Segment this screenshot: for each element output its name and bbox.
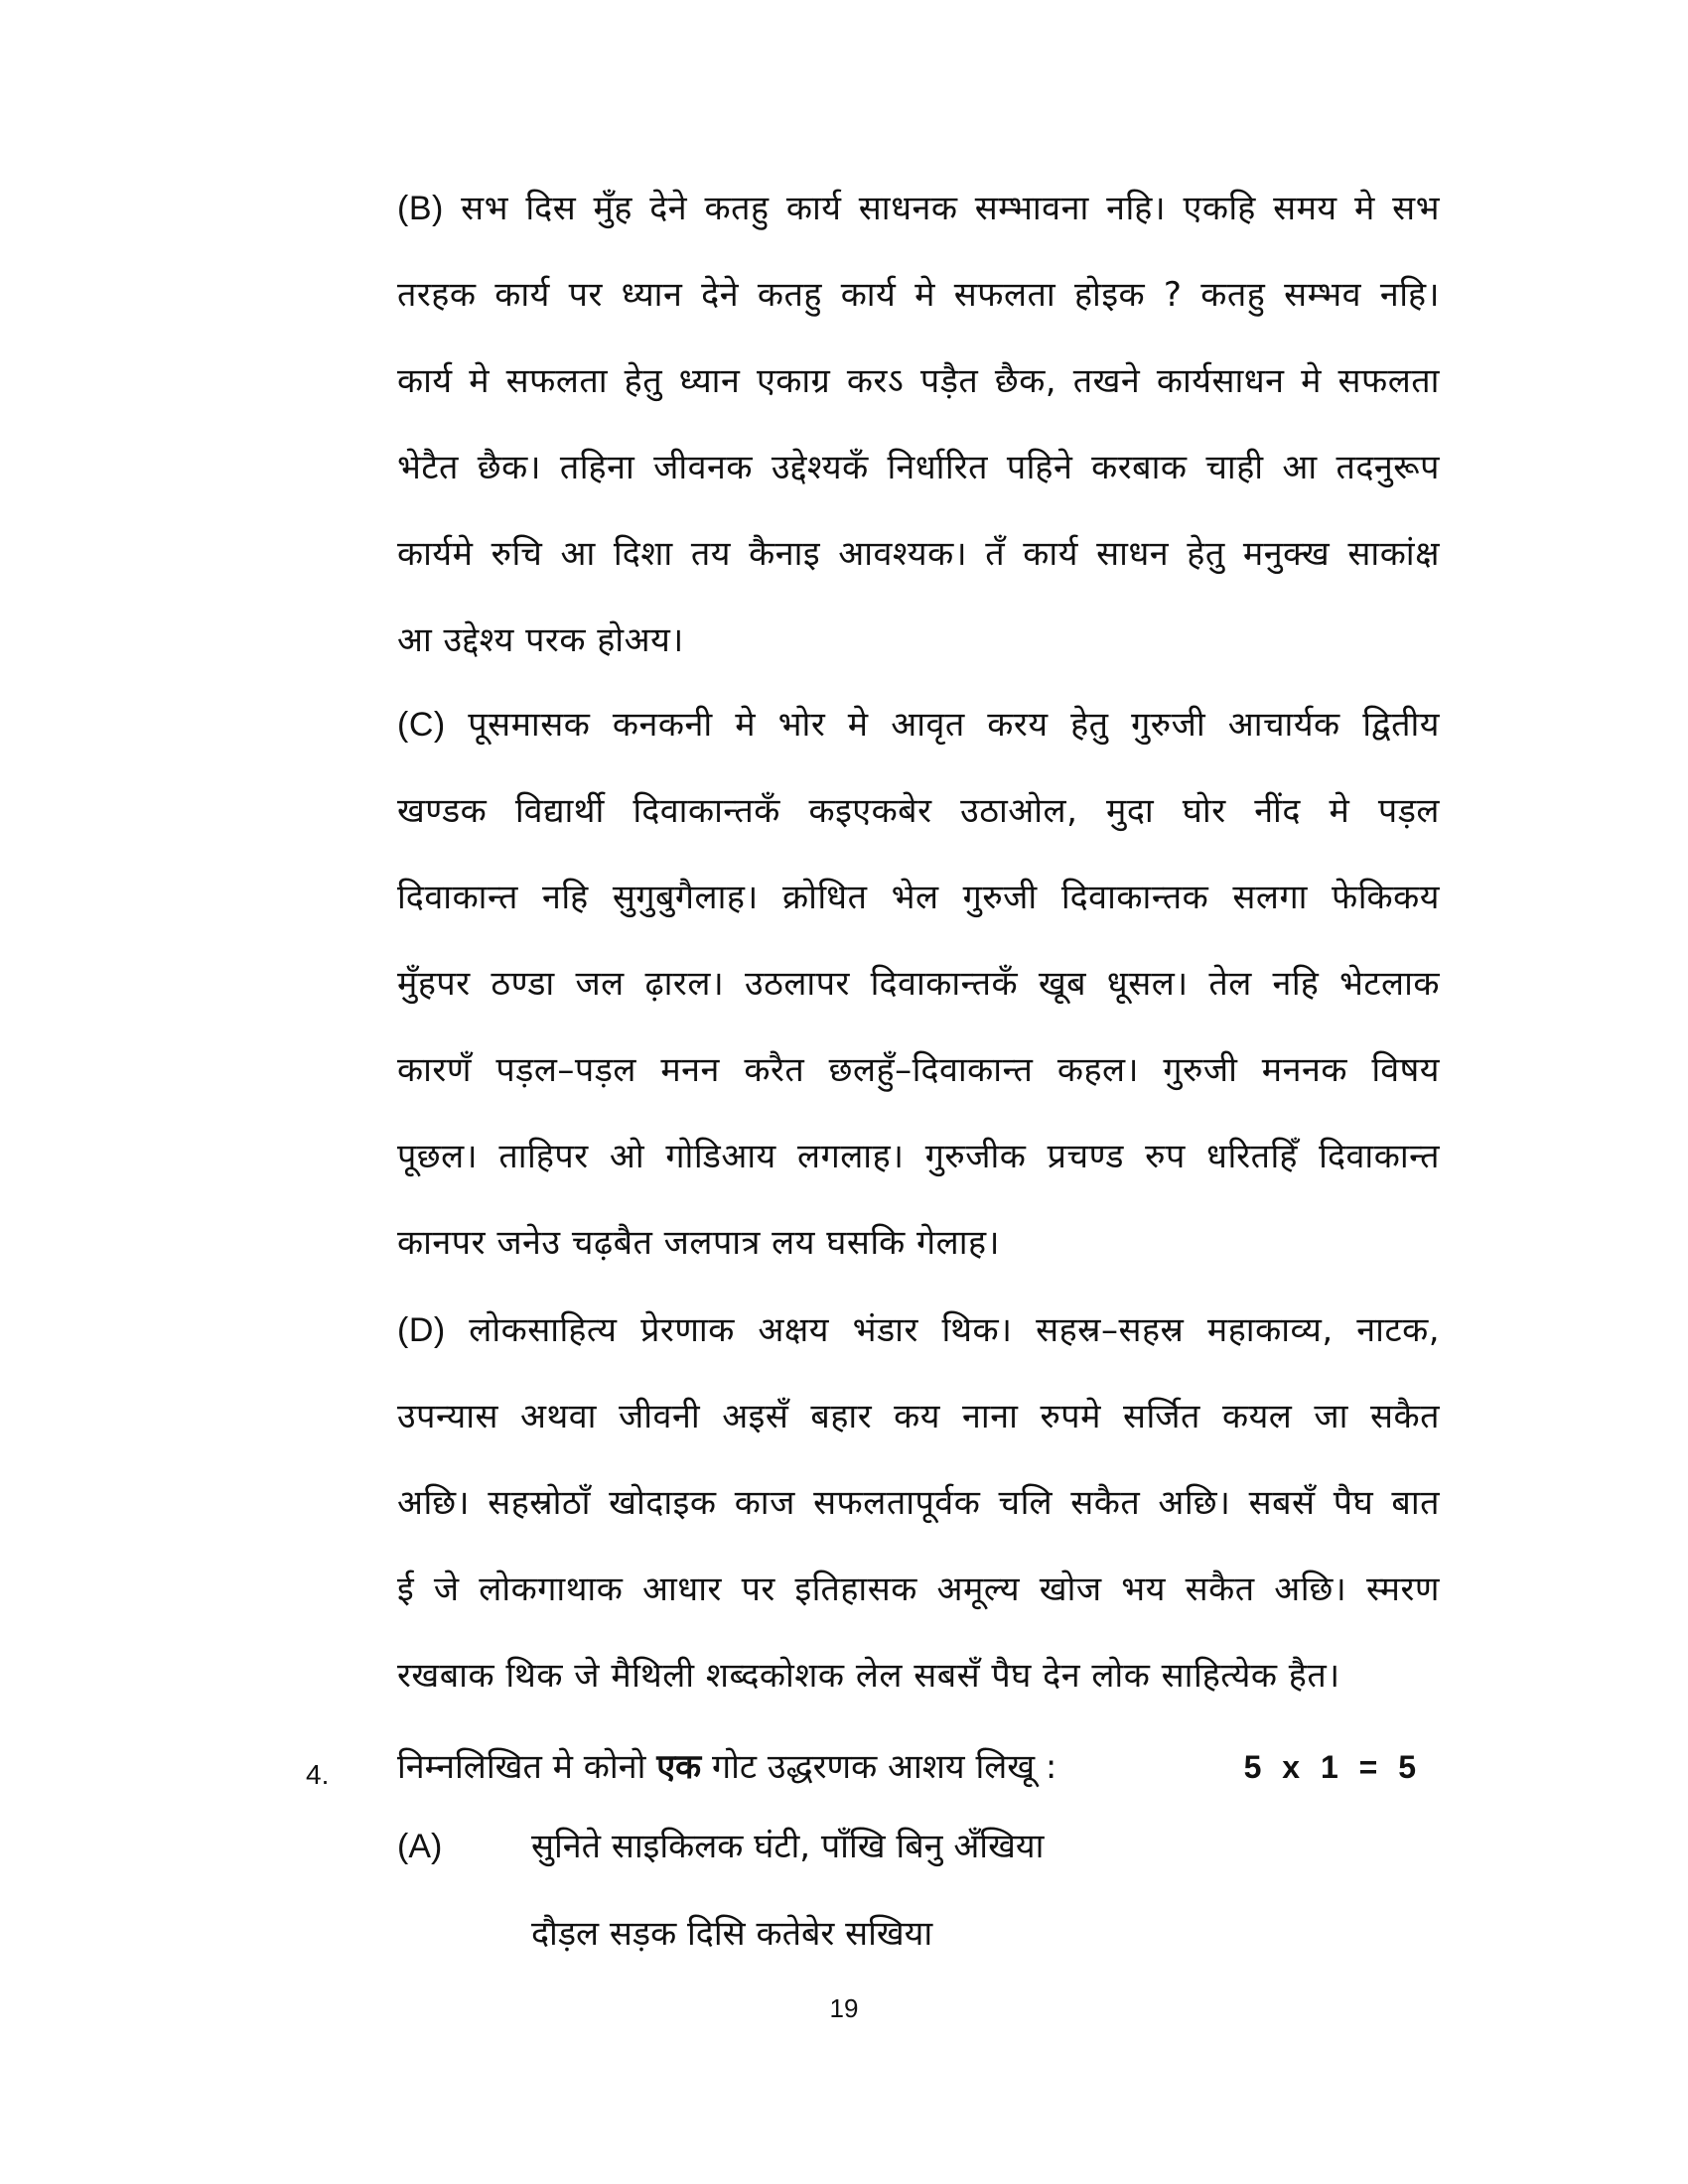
text: सभ दिस मुँह देने कतहु कार्य साधनक सम्भावना नहि। एकहि समय मे सभ xyxy=(461,189,1440,228)
poem-line: दौड़ल सड़क दिसि कतेबेर सखिया xyxy=(531,1914,933,1954)
section-label-b: (B) xyxy=(397,190,444,227)
passage-line: भेटैत छैक। तहिना जीवनक उद्देश्यकँ निर्धारित पहिने करबाक चाही आ तदनुरूप xyxy=(397,448,1440,487)
passage-line: रखबाक थिक जे मैथिली शब्दकोशक लेल सबसँ पैघ देन लोक साहित्येक हैत। xyxy=(397,1656,1340,1696)
passage-line: कानपर जनेउ चढ़बैत जलपात्र लय घसकि गेलाह। xyxy=(397,1223,1000,1263)
passage-line: मुँहपर ठण्डा जल ढ़ारल। उठलापर दिवाकान्तकँ खूब धूसल। तेल नहि भेटलाक xyxy=(397,964,1440,1004)
passage-line: कार्यमे रुचि आ दिशा तय कैनाइ आवश्यक। तँ कार्य साधन हेतु मनुक्ख साकांक्ष xyxy=(397,534,1440,574)
option-label-a: (A) xyxy=(397,1828,443,1865)
passage-c xyxy=(397,695,1440,1299)
passage-line: पूछल। ताहिपर ओ गोडिआय लगलाह। गुरुजीक प्रचण्ड रुप धरितहिँ दिवाकान्त xyxy=(397,1137,1440,1176)
page-number: 19 xyxy=(829,1993,859,2023)
passage-line: तरहक कार्य पर ध्यान देने कतहु कार्य मे सफलता होइक ? कतहु सम्भव नहि। xyxy=(397,275,1440,315)
section-label-c: (C) xyxy=(397,706,446,744)
section-label-d: (D) xyxy=(397,1311,446,1349)
passage-line: कारणँ पड़ल–पड़ल मनन करैत छलहुँ–दिवाकान्त कहल। गुरुजी मननक विषय xyxy=(397,1050,1440,1090)
passage-line: ई जे लोकगाथाक आधार पर इतिहासक अमूल्य खोज भय सकैत अछि। स्मरण xyxy=(397,1570,1440,1609)
text: लोकसाहित्य प्रेरणाक अक्षय भंडार थिक। सहस्र–सहस्र महाकाव्य, नाटक, xyxy=(469,1310,1440,1350)
passage-line: खण्डक विद्यार्थी दिवाकान्तकँ कइएकबेर उठाओल, मुदा घोर नींद मे पड़ल xyxy=(397,791,1440,831)
question-instruction: निम्नलिखित मे कोनो एक गोट उद्धरणक आशय लिखू : xyxy=(397,1747,1057,1787)
passage-line: दिवाकान्त नहि सुगुबुगैलाह। क्रोधित भेल गुरुजी दिवाकान्तक सलगा फेकिकय xyxy=(397,878,1440,917)
text: पूसमासक कनकनी मे भोर मे आवृत करय हेतु गुरुजी आचार्यक द्वितीय xyxy=(468,705,1440,745)
passage-line xyxy=(397,179,1440,265)
passage-line xyxy=(397,695,1440,781)
question-marks: 5 x 1 = 5 xyxy=(1243,1749,1422,1785)
passage-b xyxy=(397,179,1440,697)
passage-line: उपन्यास अथवा जीवनी अइसँ बहार कय नाना रुपमे सर्जित कयल जा सकैत xyxy=(397,1397,1440,1436)
question-4 xyxy=(298,1737,1440,1797)
question-number: 4. xyxy=(306,1759,330,1790)
passage-d xyxy=(397,1300,1440,1732)
passage-line: कार्य मे सफलता हेतु ध्यान एकाग्र करऽ पड़ैत छैक, तखने कार्यसाधन मे सफलता xyxy=(397,361,1440,401)
poem-line: सुनिते साइकिलक घंटी, पाँखि बिनु अँखिया xyxy=(531,1827,1045,1866)
passage-line xyxy=(397,1300,1440,1387)
passage-line: अछि। सहस्रोठाँ खोदाइक काज सफलतापूर्वक चलि सकैत अछि। सबसँ पैघ बात xyxy=(397,1483,1440,1523)
passage-line: आ उद्देश्य परक होअय। xyxy=(397,620,684,660)
